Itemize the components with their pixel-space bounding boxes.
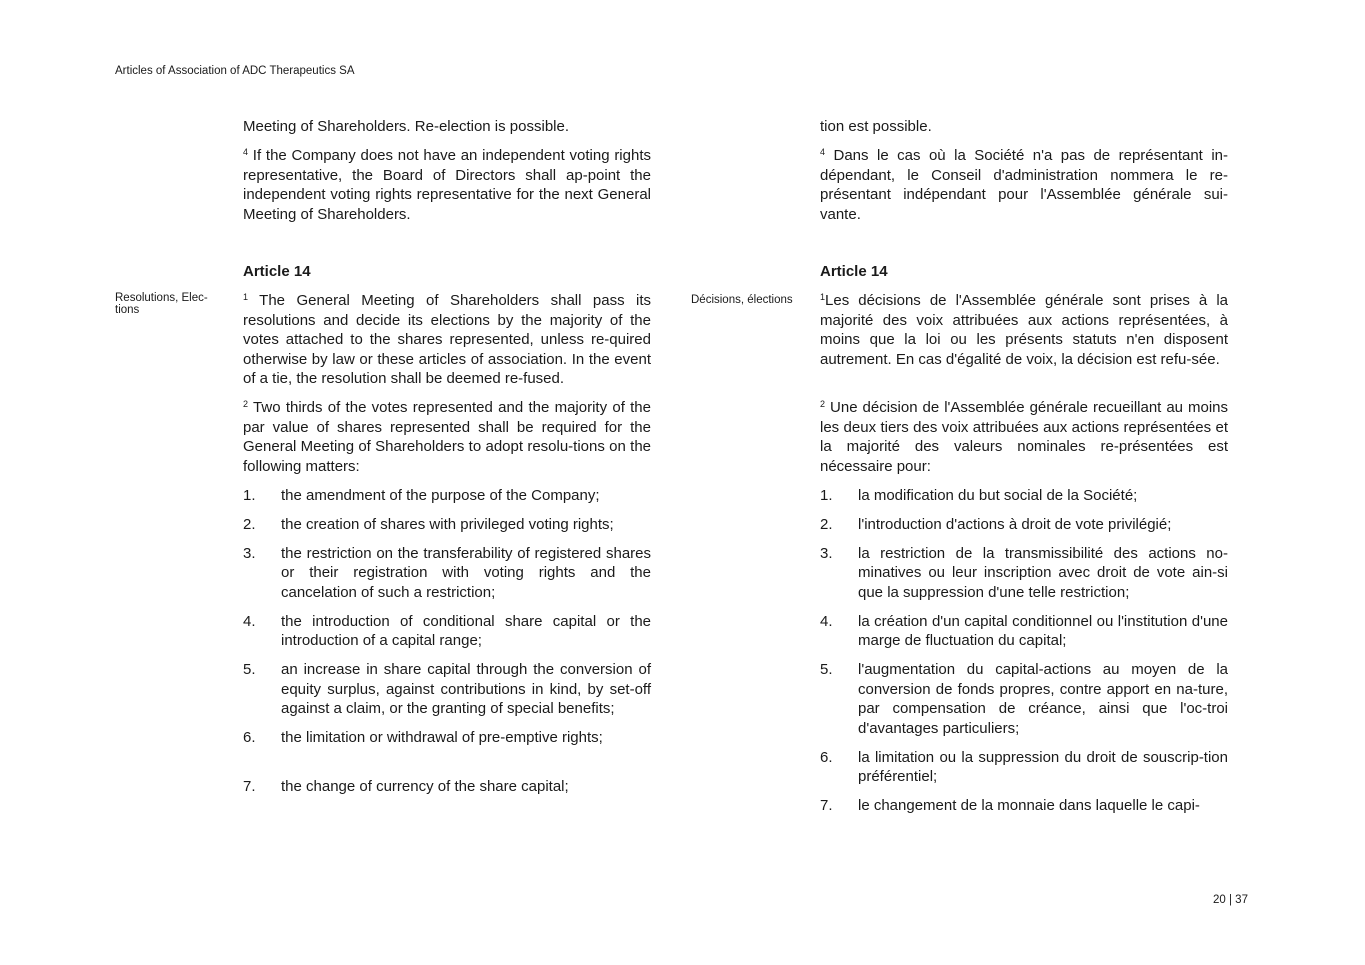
list-item: 4. the introduction of conditional share capital or the introduction of a capital range;	[243, 612, 651, 649]
list-item: 3. la restriction de la transmissibilité des actions no-minatives ou leur inscription avec droit de vote ain-si que la suppression d'une telle restriction;	[820, 544, 1228, 601]
paragraph-2	[243, 398, 651, 476]
margin-label-resolutions-elections: Resolutions, Elec-tions	[115, 292, 208, 316]
matters-list	[243, 486, 651, 797]
paragraph-text: Dans le cas où la Société n'a pas de représentant in-dépendant, le Conseil d'administration nommera le re-présentant indépendant pour l'Assemblée générale sui-vante.	[820, 147, 1228, 223]
list-item: 2. the creation of shares with privileged voting rights;	[243, 515, 614, 533]
list-item: 6. the limitation or withdrawal of pre-emptive rights;	[243, 729, 603, 746]
matters-list	[820, 486, 1228, 816]
list-item: 7. le changement de la monnaie dans laquelle le capi-	[820, 797, 1200, 814]
list-item: 3. the restriction on the transferability of registered shares or their registration with voting rights and the cancelation of such a restriction;	[243, 544, 651, 601]
list-item: 7. the change of currency of the share capital;	[243, 777, 569, 795]
paragraph-number: 2	[243, 399, 249, 409]
article-title: Article 14	[820, 263, 888, 280]
paragraph-number: 2	[820, 399, 826, 409]
list-item: 6. la limitation ou la suppression du droit de souscrip-tion préférentiel;	[820, 748, 1228, 785]
continuation-text: tion est possible.	[820, 118, 932, 135]
french-column	[820, 117, 1228, 825]
list-item: 1. the amendment of the purpose of the Company;	[243, 486, 600, 504]
page-number: 20 | 37	[1213, 894, 1248, 906]
paragraph-text: Les décisions de l'Assemblée générale sont prises à la majorité des voix attribuées aux actions représentées, à moins que la loi ou les présents statuts n'en disposent autrement. En cas d'égalité de voix, la décision est refu-sée.	[820, 292, 1228, 368]
list-item: 5. an increase in share capital through the conversion of equity surplus, against contributions in kind, by set-off against a claim, or the granting of special benefits;	[243, 661, 651, 717]
paragraph-4	[820, 146, 1228, 224]
paragraph-2	[820, 398, 1228, 476]
margin-label-decisions-elections: Décisions, élections	[691, 294, 793, 306]
paragraph-number: 1	[243, 292, 249, 302]
paragraph-number: 4	[243, 147, 249, 157]
paragraph-4	[243, 146, 651, 224]
list-item: 4. la création d'un capital conditionnel ou l'institution d'une marge de fluctuation du capital;	[820, 612, 1228, 649]
paragraph-text: Une décision de l'Assemblée générale recueillant au moins les deux tiers des voix attribuées aux actions représentées et la majorité des valeurs nominales re-présentées est nécessaire pour:	[820, 399, 1228, 475]
list-item: 5. l'augmentation du capital-actions au moyen de la conversion de fonds propres, contre apport en na-ture, par compensation de créance, ainsi que l'oc-troi d'avantages particuliers;	[820, 661, 1228, 737]
english-column	[243, 117, 651, 806]
continuation-text: Meeting of Shareholders. Re-election is possible.	[243, 118, 570, 135]
paragraph-text: The General Meeting of Shareholders shall pass its resolutions and decide its elections by the majority of the votes attached to the shares represented, unless re-quired otherwise by law or these articles of association. In the event of a tie, the resolution shall be deemed re-fused.	[243, 292, 651, 387]
article-title: Article 14	[243, 263, 311, 280]
list-item: 2. l'introduction d'actions à droit de vote privilégié;	[820, 515, 1172, 533]
list-item: 1. la modification du but social de la Société;	[820, 486, 1138, 504]
paragraph-1	[820, 291, 1228, 369]
paragraph-text: If the Company does not have an independent voting rights representative, the Board of Directors shall ap-point the independent voting rights representative for the next General Meeting of Shareholders.	[243, 147, 651, 223]
document-header: Articles of Association of ADC Therapeutics SA	[115, 65, 355, 77]
paragraph-number: 4	[820, 147, 826, 157]
paragraph-1	[243, 291, 651, 389]
paragraph-text: Two thirds of the votes represented and the majority of the par value of shares represented shall be required for the General Meeting of Shareholders to adopt resolu-tions on the following matters:	[243, 399, 651, 475]
paragraph-number: 1	[820, 292, 826, 302]
